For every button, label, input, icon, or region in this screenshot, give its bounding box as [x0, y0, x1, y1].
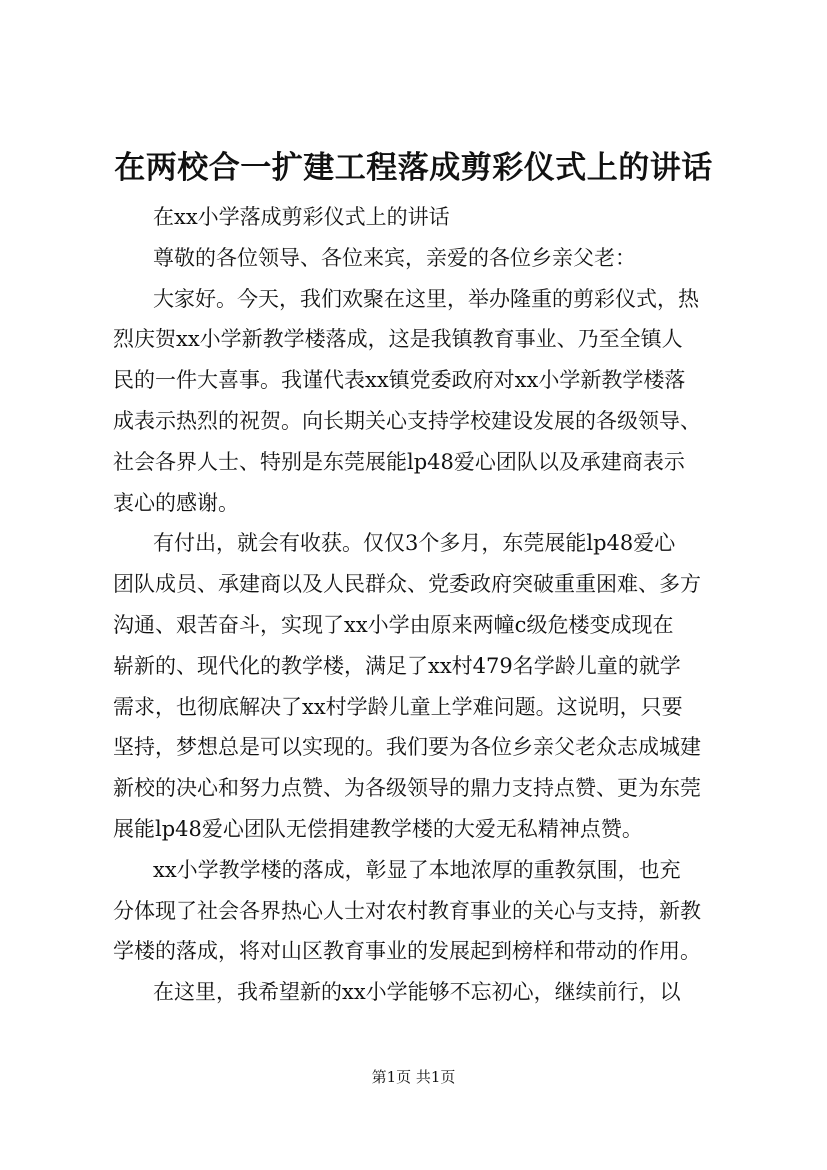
text-line: 分体现了社会各界热心人士对农村教育事业的关心与支持，新教: [113, 898, 701, 923]
text-line: 需求，也彻底解决了xx村学龄儿童上学难问题。这说明，只要: [113, 694, 683, 719]
text-line: 团队成员、承建商以及人民群众、党委政府突破重重困难、多方: [113, 572, 701, 597]
text-line: 展能lp48爱心团队无偿捐建教学楼的大爱无私精神点赞。: [113, 816, 643, 841]
text-line: 衷心的感谢。: [113, 490, 239, 515]
document-body: [113, 197, 743, 1013]
text-line: 沟通、艰苦奋斗，实现了xx小学由原来两幢c级危楼变成现在: [113, 612, 674, 637]
text-line: 有付出，就会有收获。仅仅3个多月，东莞展能lp48爱心: [153, 531, 676, 556]
text-line: 新校的决心和努力点赞、为各级领导的鼎力支持点赞、更为东莞: [113, 776, 701, 801]
text-line: 烈庆贺xx小学新教学楼落成，这是我镇教育事业、乃至全镇人: [113, 327, 683, 352]
text-line: 学楼的落成，将对山区教育事业的发展起到榜样和带动的作用。: [113, 939, 701, 964]
text-line: 大家好。今天，我们欢聚在这里，举办隆重的剪彩仪式，热: [153, 286, 699, 311]
text-line: 尊敬的各位领导、各位来宾，亲爱的各位乡亲父老：: [153, 245, 636, 270]
text-line: 成表示热烈的祝贺。向长期关心支持学校建设发展的各级领导、: [113, 408, 701, 433]
text-line: 在这里，我希望新的xx小学能够不忘初心，继续前行，以: [153, 980, 681, 1005]
text-line: 坚持，梦想总是可以实现的。我们要为各位乡亲父老众志成城建: [113, 735, 701, 760]
text-line: 民的一件大喜事。我谨代表xx镇党委政府对xx小学新教学楼落: [113, 368, 686, 393]
page-footer: 第1页 共1页: [371, 1068, 456, 1086]
text-line: 在xx小学落成剪彩仪式上的讲话: [153, 205, 450, 229]
text-line: xx小学教学楼的落成，彰显了本地浓厚的重教氛围，也充: [153, 857, 681, 882]
text-line: 社会各界人士、特别是东莞展能lp48爱心团队以及承建商表示: [113, 449, 685, 474]
document-title: 在两校合一扩建工程落成剪彩仪式上的讲话: [114, 150, 713, 186]
text-line: 崭新的、现代化的教学楼，满足了xx村479名学龄儿童的就学: [113, 653, 681, 678]
